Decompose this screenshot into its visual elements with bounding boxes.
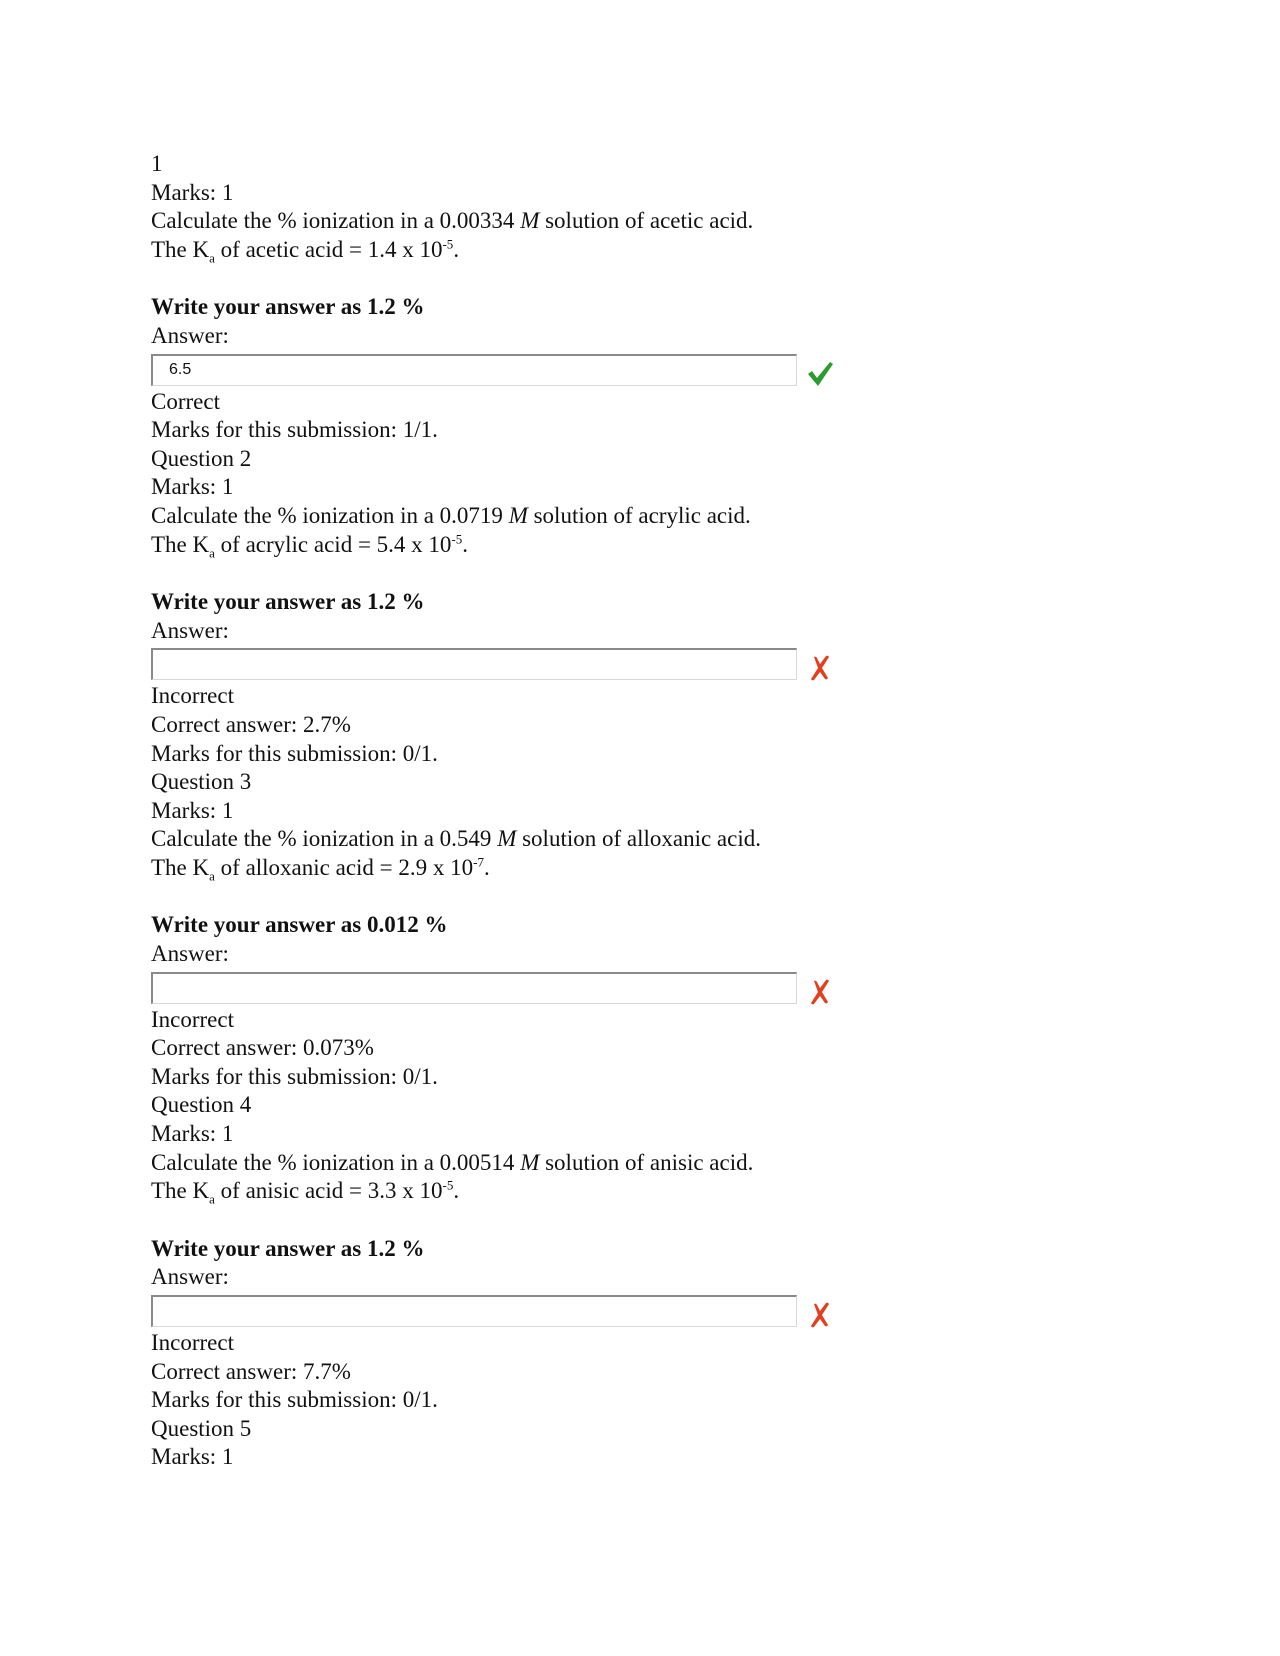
question-block <box>151 445 1051 768</box>
cross-icon <box>805 653 835 683</box>
answer-row <box>151 351 831 388</box>
answer-row <box>151 1292 831 1329</box>
answer-label: Answer: <box>151 941 229 967</box>
question-number: Question 4 <box>151 1092 252 1118</box>
correct-answer: Correct answer: 2.7% <box>151 711 351 737</box>
answer-input[interactable]: 6.5 <box>151 354 797 386</box>
submission-marks: Marks for this submission: 0/1. <box>151 1063 438 1089</box>
question-block <box>151 150 1051 445</box>
question-marks: Marks: 1 <box>151 474 234 500</box>
submission-marks: Marks for this submission: 0/1. <box>151 1387 438 1413</box>
result-status: Incorrect <box>151 1330 234 1355</box>
answer-input[interactable] <box>151 648 797 680</box>
question-marks: Marks: 1 <box>151 179 234 205</box>
question-block <box>151 1415 1051 1472</box>
correct-answer: Correct answer: 0.073% <box>151 1035 374 1061</box>
answer-instruction: Write your answer as 1.2 % <box>151 1235 425 1261</box>
answer-instruction: Write your answer as 1.2 % <box>151 589 425 615</box>
answer-input[interactable] <box>151 972 797 1004</box>
question-prompt: Calculate the % ionization in a 0.0719 M solution of acrylic acid. <box>151 502 751 528</box>
answer-row <box>151 645 831 682</box>
question-block <box>151 768 1051 1091</box>
ka-statement: The $K_a$ of acrylic acid = 5.4 x $10^{-5}$. <box>151 530 469 561</box>
submission-marks: Marks for this submission: 1/1. <box>151 417 438 443</box>
result-status: Incorrect <box>151 683 234 709</box>
ka-statement: The $K_a$ of alloxanic acid = 2.9 x $10^{-7}$. <box>151 854 490 884</box>
question-marks: Marks: 1 <box>151 1121 234 1147</box>
answer-instruction: Write your answer as 0.012 % <box>151 912 448 938</box>
answer-label: Answer: <box>151 322 229 348</box>
answer-row <box>151 969 831 1006</box>
cross-icon <box>805 977 835 1007</box>
ka-statement: The $K_a$ of anisic acid = 3.3 x $10^{-5}$. <box>151 1177 460 1207</box>
question-number: Question 2 <box>151 445 252 471</box>
question-marks: Marks: 1 <box>151 797 234 823</box>
question-block <box>151 1091 1051 1414</box>
question-prompt: Calculate the % ionization in a 0.00334 M solution of acetic acid. <box>151 208 754 234</box>
answer-instruction: Write your answer as 1.2 % <box>151 294 425 320</box>
question-number: Question 5 <box>151 1415 252 1441</box>
question-number: 1 <box>151 151 163 176</box>
question-prompt: Calculate the % ionization in a 0.549 M solution of alloxanic acid. <box>151 826 761 852</box>
submission-marks: Marks for this submission: 0/1. <box>151 740 438 766</box>
answer-label: Answer: <box>151 1264 229 1290</box>
result-status: Incorrect <box>151 1006 234 1032</box>
quiz-review <box>151 150 1051 1472</box>
answer-input[interactable] <box>151 1295 797 1327</box>
result-status: Correct <box>151 388 220 414</box>
check-icon <box>805 359 835 389</box>
cross-icon <box>805 1300 835 1330</box>
question-marks: Marks: 1 <box>151 1444 234 1470</box>
correct-answer: Correct answer: 7.7% <box>151 1358 351 1384</box>
answer-label: Answer: <box>151 617 229 643</box>
question-number: Question 3 <box>151 769 252 795</box>
question-prompt: Calculate the % ionization in a 0.00514 M solution of anisic acid. <box>151 1149 754 1175</box>
ka-statement: The $K_a$ of acetic acid = 1.4 x $10^{-5}$. <box>151 236 460 266</box>
